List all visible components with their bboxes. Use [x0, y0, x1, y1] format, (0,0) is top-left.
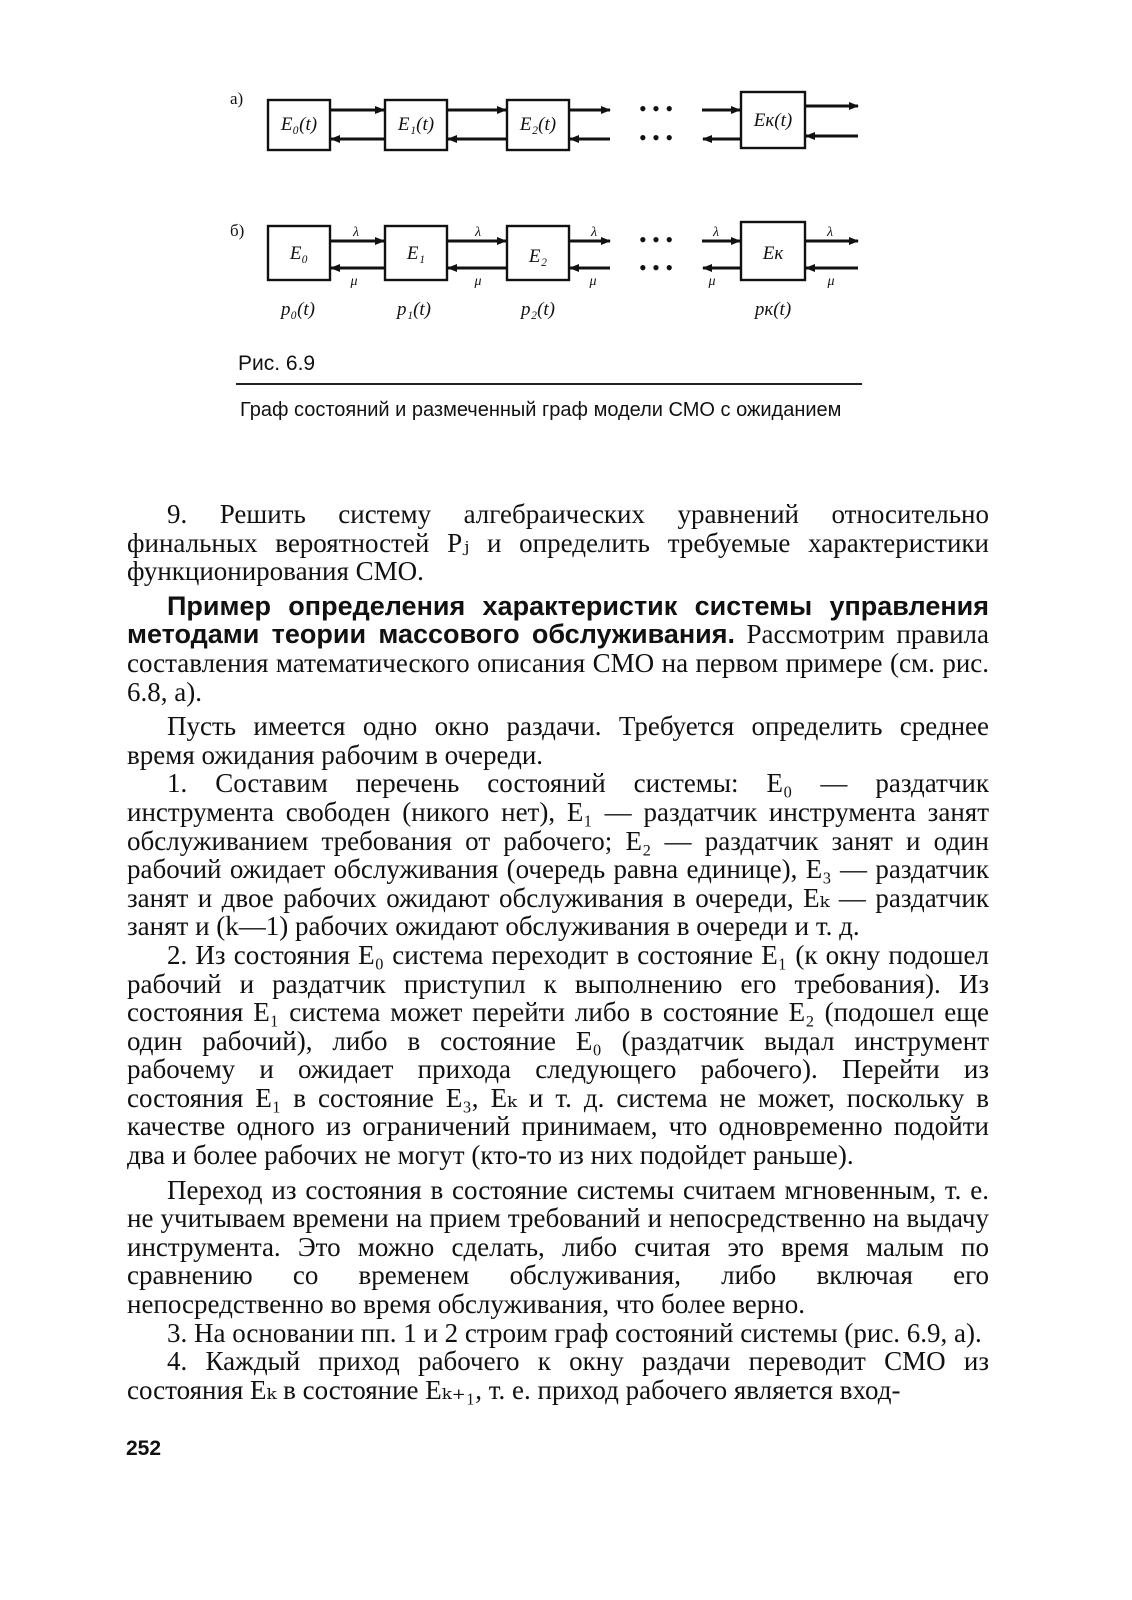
rate-mu-3: μ: [589, 274, 597, 289]
state-b1: E₁: [406, 243, 426, 264]
rate-lambda-5: λ: [826, 225, 834, 240]
prob-p1: p₁(t): [396, 299, 432, 320]
rate-mu-2: μ: [474, 274, 482, 289]
paragraph-step-9: 9. Решить систему алгебраических уравнений относительно финальных вероятностей Pⱼ и определить требуемые характеристики функционирования СМО.: [127, 499, 989, 587]
figure-title: Рис. 6.9: [238, 352, 316, 375]
state-a1: E₁(t): [397, 114, 435, 135]
state-a0: E₀(t): [280, 114, 318, 135]
paragraph-transition: Переход из состояния в состояние системы считаем мгновенным, т. е. не учитываем времени на прием требований и непосредственно на выдачу инструмента. Это можно сделать, либо считая это время малым по сравнению со временем обслуживания, либо включая его непосредственно во время обслуживания, что более верно.: [127, 1174, 989, 1320]
body-text: [127, 500, 989, 1404]
page-number: 252: [126, 1437, 162, 1460]
rate-lambda-3: λ: [590, 225, 598, 240]
state-graph-diagram: [228, 78, 888, 338]
label-a: а): [230, 89, 244, 108]
paragraph-step-3: 3. На основании пп. 1 и 2 строим граф состояний системы (рис. 6.9, а).: [167, 1317, 982, 1348]
rate-lambda-1: λ: [352, 225, 360, 240]
rate-mu-5: μ: [827, 274, 835, 289]
rate-lambda-2: λ: [474, 225, 482, 240]
prob-pk: pк(t): [754, 299, 792, 320]
caption-divider: [236, 383, 862, 385]
example-text: Рассмотрим правила составления математического описания СМО на первом примере (см. рис. 6.8, а).: [127, 619, 990, 707]
ellipsis-a-bottom: • • •: [638, 125, 674, 150]
state-a2: E₂(t): [519, 114, 557, 135]
state-ak: Eк(t): [753, 110, 793, 131]
label-b: б): [230, 221, 245, 240]
figure-caption: Граф состояний и размеченный граф модели СМО с ожиданием: [240, 399, 842, 421]
rate-lambda-4: λ: [712, 225, 720, 240]
prob-p0: p₀(t): [280, 299, 316, 320]
ellipsis-b-top: • • •: [638, 227, 674, 252]
rate-mu-4: μ: [708, 274, 716, 289]
paragraph-problem: Пусть имеется одно окно раздачи. Требуется определить среднее время ожидания рабочим в очереди.: [127, 711, 989, 770]
paragraph-step-4: 4. Каждый приход рабочего к окну раздачи переводит СМО из состояния Eₖ в состояние Eₖ₊₁, т. е. приход рабочего является вход-: [127, 1346, 989, 1405]
ellipsis-a-top: • • •: [638, 96, 674, 121]
state-b2: E₂: [528, 246, 548, 267]
state-bk: Eк: [762, 243, 784, 264]
ellipsis-b-bottom: • • •: [638, 255, 674, 280]
state-b0: E₀: [289, 243, 309, 264]
paragraph-step-2: 2. Из состояния E₀ система переходит в состояние E₁ (к окну подошел рабочий и раздатчик приступил к выполнению его требования). Из состояния E₁ система может перейти либо в состояние E₂ (подошел еще один рабочий), либо в состояние E₀ (раздатчик выдал инструмент рабочему и ожидает прихода следующего рабочего). Перейти из состояния E₁ в состояние E₃, Eₖ и т. д. система не может, поскольку в качестве одного из ограничений принимаем, что одновременно подойти два и более рабочих не могут (кто-то из них подойдет раньше).: [127, 939, 989, 1171]
rate-mu-1: μ: [350, 274, 358, 289]
paragraph-example: [127, 592, 989, 706]
example-heading: Пример определения характеристик системы управления методами теории массового обслуживания.: [127, 590, 989, 650]
paragraph-step-1: 1. Составим перечень состояний системы: E₀ — раздатчик инструмента свободен (никого нет), E₁ — раздатчик инструмента занят обслуживанием требования от рабочего; E₂ — раздатчик занят и один рабочий ожидает обслуживания (очередь равна единице), E₃ — раздатчик занят и двое рабочих ожидают обслуживания в очереди, Eₖ — раздатчик занят и (k—1) рабочих ожидают обслуживания в очереди и т. д.: [127, 768, 989, 942]
prob-p2: p₂(t): [520, 299, 556, 320]
